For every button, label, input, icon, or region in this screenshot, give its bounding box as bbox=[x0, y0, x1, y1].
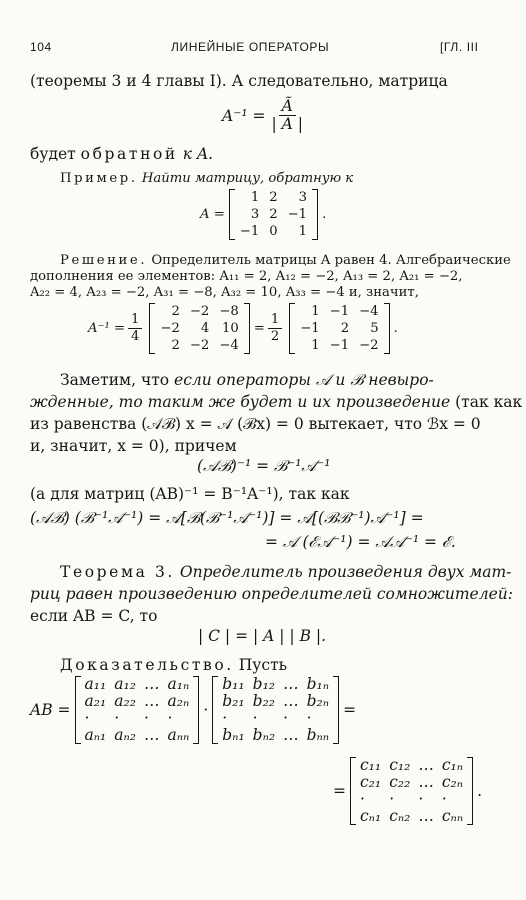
remark-line-1 bbox=[60, 369, 434, 391]
remark-line-4: и, значит, x = 0), причем bbox=[30, 437, 237, 455]
theorem-line-3: если AB = C, то bbox=[30, 607, 158, 625]
matrix-cell: · bbox=[144, 709, 149, 727]
matrix-cell: … bbox=[418, 807, 434, 825]
matrix-row bbox=[155, 337, 243, 354]
matrix-cell: a₂₁ bbox=[84, 692, 107, 710]
matrix-cell: cₙₙ bbox=[441, 807, 464, 825]
fraction-half bbox=[268, 313, 282, 344]
matrix-row bbox=[235, 206, 312, 223]
matrix-cell: cₙ₂ bbox=[389, 807, 411, 825]
theorem-line-1 bbox=[60, 561, 511, 583]
matrix-row bbox=[356, 757, 467, 774]
matrix-cell: cₙ₁ bbox=[360, 807, 382, 825]
matrix-cell: a₂₂ bbox=[114, 692, 136, 710]
theorem-line-2: риц равен произведению определителей сомножителей: bbox=[30, 585, 513, 603]
matrix-cell: 2 bbox=[171, 304, 180, 319]
matrix-label: A = bbox=[200, 207, 225, 222]
matrix-cell: 1 bbox=[311, 338, 320, 353]
matrix-cell: · bbox=[84, 709, 90, 727]
inverse-lhs: A⁻¹ = bbox=[88, 321, 126, 336]
quarter-denominator: 4 bbox=[131, 328, 140, 344]
matrix-cell: … bbox=[283, 675, 299, 693]
theorem-text: Определитель произведения двух мат- bbox=[174, 563, 512, 581]
matrix-cell: 2 bbox=[171, 338, 180, 353]
proof-heading bbox=[60, 654, 287, 676]
equals-sign: = bbox=[343, 701, 357, 719]
matrix-cell: b₁₂ bbox=[252, 675, 276, 693]
remark-italic: жденные, то таким же будет и их произведение bbox=[30, 393, 451, 411]
intro-line: (теоремы 3 и 4 главы I). А следовательно, матрица bbox=[30, 72, 448, 90]
matrix-cell: bₙ₂ bbox=[252, 726, 276, 744]
matrix-cell: c₂ₙ bbox=[441, 773, 464, 791]
fraction-denominator: | A | bbox=[271, 115, 304, 134]
matrix-a bbox=[75, 676, 200, 744]
remark-line-5: (а для матриц (AB)⁻¹ = B⁻¹A⁻¹), так как bbox=[30, 485, 350, 503]
matrix-cell: 1 bbox=[311, 304, 320, 319]
matrix-cell: · bbox=[306, 709, 312, 727]
conclusion-prefix: будет bbox=[30, 145, 81, 163]
matrix-cell: 2 bbox=[340, 321, 350, 336]
page-number: 104 bbox=[30, 40, 52, 54]
remark-text: (так как bbox=[450, 393, 523, 411]
period: . bbox=[393, 321, 398, 336]
matrix-cell: −8 bbox=[219, 304, 239, 319]
matrix-cell: −4 bbox=[219, 338, 239, 353]
example-heading bbox=[60, 170, 353, 187]
matrix-cell: · bbox=[114, 709, 120, 727]
matrix-cell: c₁ₙ bbox=[441, 756, 464, 774]
matrix-cell: · bbox=[389, 790, 395, 808]
matrix-cell: … bbox=[283, 692, 299, 710]
matrix-cell: c₁₂ bbox=[389, 756, 411, 774]
matrix-cell: a₂ₙ bbox=[167, 692, 190, 710]
remark-text: Заметим, что bbox=[60, 371, 175, 389]
matrix-cell: 2 bbox=[269, 190, 278, 205]
equals-sign: = bbox=[333, 782, 346, 800]
matrix-row bbox=[81, 676, 194, 693]
matrix-cell: · bbox=[418, 790, 424, 808]
matrix-row bbox=[218, 693, 333, 710]
matrix-cell: 3 bbox=[250, 207, 260, 222]
solution-line-2: дополнения ее элементов: A₁₁ = 2, A₁₂ = −2, A₁₃ = 2, A₂₁ = −2, bbox=[30, 269, 463, 284]
period: . bbox=[477, 782, 483, 800]
matrix-cell: … bbox=[144, 675, 160, 693]
matrix-row bbox=[356, 774, 467, 791]
theorem-label: Теорема 3. bbox=[60, 563, 175, 581]
formula-lhs: A⁻¹ = bbox=[222, 106, 266, 125]
matrix-cell: b₁₁ bbox=[222, 675, 245, 693]
proof-formula-line-1: (𝒜ℬ) (ℬ⁻¹𝒜⁻¹) = 𝒜[ℬ(ℬ⁻¹𝒜⁻¹)] = 𝒜[(ℬℬ⁻¹)𝒜⁻¹] = bbox=[30, 509, 424, 527]
matrix-cell: 1 bbox=[298, 224, 308, 239]
matrix-cell: c₂₁ bbox=[360, 773, 382, 791]
conclusion-suffix: к A. bbox=[177, 145, 214, 163]
period: . bbox=[322, 207, 327, 222]
matrix-cell: … bbox=[418, 773, 434, 791]
matrix-cell: 1 bbox=[250, 190, 260, 205]
quarter-numerator: 1 bbox=[128, 313, 142, 329]
remark-line-2 bbox=[30, 391, 522, 413]
matrix-cell: · bbox=[441, 790, 447, 808]
matrix-cell: · bbox=[360, 790, 365, 808]
matrix-row bbox=[356, 791, 467, 808]
matrix-b bbox=[212, 676, 339, 744]
proof-text: Пусть bbox=[233, 656, 288, 674]
example-matrix bbox=[229, 189, 318, 240]
matrix-cell: −2 bbox=[359, 338, 379, 353]
matrix-cell: 10 bbox=[221, 321, 239, 336]
matrix-cell: −4 bbox=[359, 304, 379, 319]
matrix-cell: · bbox=[283, 709, 289, 727]
matrix-cell: −1 bbox=[287, 207, 308, 222]
matrix-cell: −1 bbox=[239, 224, 260, 239]
matrix-row bbox=[235, 223, 312, 240]
matrix-row bbox=[81, 710, 194, 727]
fraction-numerator: Ã bbox=[279, 98, 296, 116]
matrix-cell: −2 bbox=[189, 338, 210, 353]
fraction-quarter bbox=[128, 313, 142, 344]
matrix-row bbox=[218, 676, 333, 693]
example-task: Найти матрицу, обратную к bbox=[141, 171, 354, 186]
example-matrix-equation bbox=[200, 189, 326, 240]
inverse-computation bbox=[88, 303, 398, 354]
matrix-cell: 0 bbox=[269, 224, 278, 239]
matrix-cell: · bbox=[252, 709, 258, 727]
matrix-cell: bₙ₁ bbox=[222, 726, 245, 744]
proof-label: Доказательство. bbox=[60, 656, 234, 674]
half-denominator: 2 bbox=[270, 328, 280, 344]
chapter-title: ЛИНЕЙНЫЕ ОПЕРАТОРЫ bbox=[171, 40, 330, 54]
matrix-cell: b₂₁ bbox=[222, 692, 245, 710]
multiply-dot: · bbox=[203, 701, 209, 719]
matrix-row bbox=[218, 727, 333, 744]
matrix-cell: 3 bbox=[298, 190, 308, 205]
solution-label: Решение. bbox=[60, 253, 148, 268]
matrix-row bbox=[235, 189, 312, 206]
matrix-cell: … bbox=[418, 756, 434, 774]
matrix-row bbox=[155, 303, 243, 320]
matrix-row bbox=[295, 337, 383, 354]
half-numerator: 1 bbox=[268, 313, 282, 329]
matrix-row bbox=[81, 693, 194, 710]
matrix-cell: a₁ₙ bbox=[167, 675, 190, 693]
conclusion-spaced: обратной bbox=[80, 145, 178, 163]
determinant-formula: | C | = | A | | B |. bbox=[198, 627, 327, 645]
matrix-cell: … bbox=[144, 726, 160, 744]
solution-line-1 bbox=[60, 252, 511, 269]
matrix-cell: a₁₁ bbox=[84, 675, 107, 693]
matrix-cell: aₙ₁ bbox=[84, 726, 107, 744]
matrix-row bbox=[155, 320, 243, 337]
product-inverse-formula: (𝒜ℬ)⁻¹ = ℬ⁻¹𝒜⁻¹ bbox=[197, 457, 331, 475]
matrix-cell: b₂₂ bbox=[252, 692, 276, 710]
matrix-cell: −1 bbox=[329, 338, 350, 353]
matrix-row bbox=[81, 727, 194, 744]
equals-sign: = bbox=[253, 321, 265, 336]
matrix-cell: · bbox=[167, 709, 173, 727]
matrix-cell: … bbox=[144, 692, 160, 710]
remark-line-3: из равенства (𝒜ℬ) x = 𝒜 (ℬx) = 0 вытекает, что ℬx = 0 bbox=[30, 415, 481, 433]
matrix-cell: 2 bbox=[269, 207, 278, 222]
matrix-cell: b₁ₙ bbox=[306, 675, 330, 693]
matrix-cell: … bbox=[283, 726, 299, 744]
matrix-cell: · bbox=[222, 709, 228, 727]
reduced-matrix bbox=[289, 303, 389, 354]
matrix-row bbox=[295, 303, 383, 320]
intro-conclusion bbox=[30, 143, 213, 165]
matrix-cell: −1 bbox=[329, 304, 350, 319]
solution-line-3: A₂₂ = 4, A₂₃ = −2, A₃₁ = −8, A₃₂ = 10, A₃₃ = −4 и, значит, bbox=[30, 285, 419, 300]
matrix-c bbox=[350, 757, 473, 825]
inverse-formula bbox=[222, 98, 309, 134]
matrix-row bbox=[295, 320, 383, 337]
remark-italic: если операторы 𝒜 и ℬ невыро- bbox=[174, 371, 434, 389]
matrix-cell: −2 bbox=[189, 304, 210, 319]
chapter-ref: [ГЛ. III bbox=[440, 40, 479, 54]
matrix-row bbox=[218, 710, 333, 727]
matrix-cell: −2 bbox=[160, 321, 180, 336]
solution-text: Определитель матрицы A равен 4. Алгебраические bbox=[151, 253, 511, 268]
matrix-cell: 4 bbox=[200, 321, 210, 336]
matrix-cell: c₂₂ bbox=[389, 773, 411, 791]
matrix-cell: b₂ₙ bbox=[306, 692, 330, 710]
matrix-cell: aₙ₂ bbox=[114, 726, 136, 744]
matrix-cell: a₁₂ bbox=[114, 675, 136, 693]
example-label: Пример. bbox=[60, 171, 138, 186]
product-lhs: AB = bbox=[30, 701, 71, 719]
formula-fraction bbox=[269, 98, 307, 134]
matrix-cell: aₙₙ bbox=[167, 726, 190, 744]
matrix-cell: −1 bbox=[300, 321, 320, 336]
matrix-row bbox=[356, 808, 467, 825]
adjugate-matrix bbox=[149, 303, 249, 354]
matrix-cell: bₙₙ bbox=[306, 726, 330, 744]
matrix-product-result bbox=[333, 757, 482, 825]
matrix-product bbox=[30, 676, 356, 744]
proof-formula-line-2: = 𝒜 (ℰ𝒜⁻¹) = 𝒜𝒜⁻¹ = ℰ. bbox=[265, 533, 456, 551]
matrix-cell: c₁₁ bbox=[360, 756, 382, 774]
matrix-cell: 5 bbox=[370, 321, 379, 336]
